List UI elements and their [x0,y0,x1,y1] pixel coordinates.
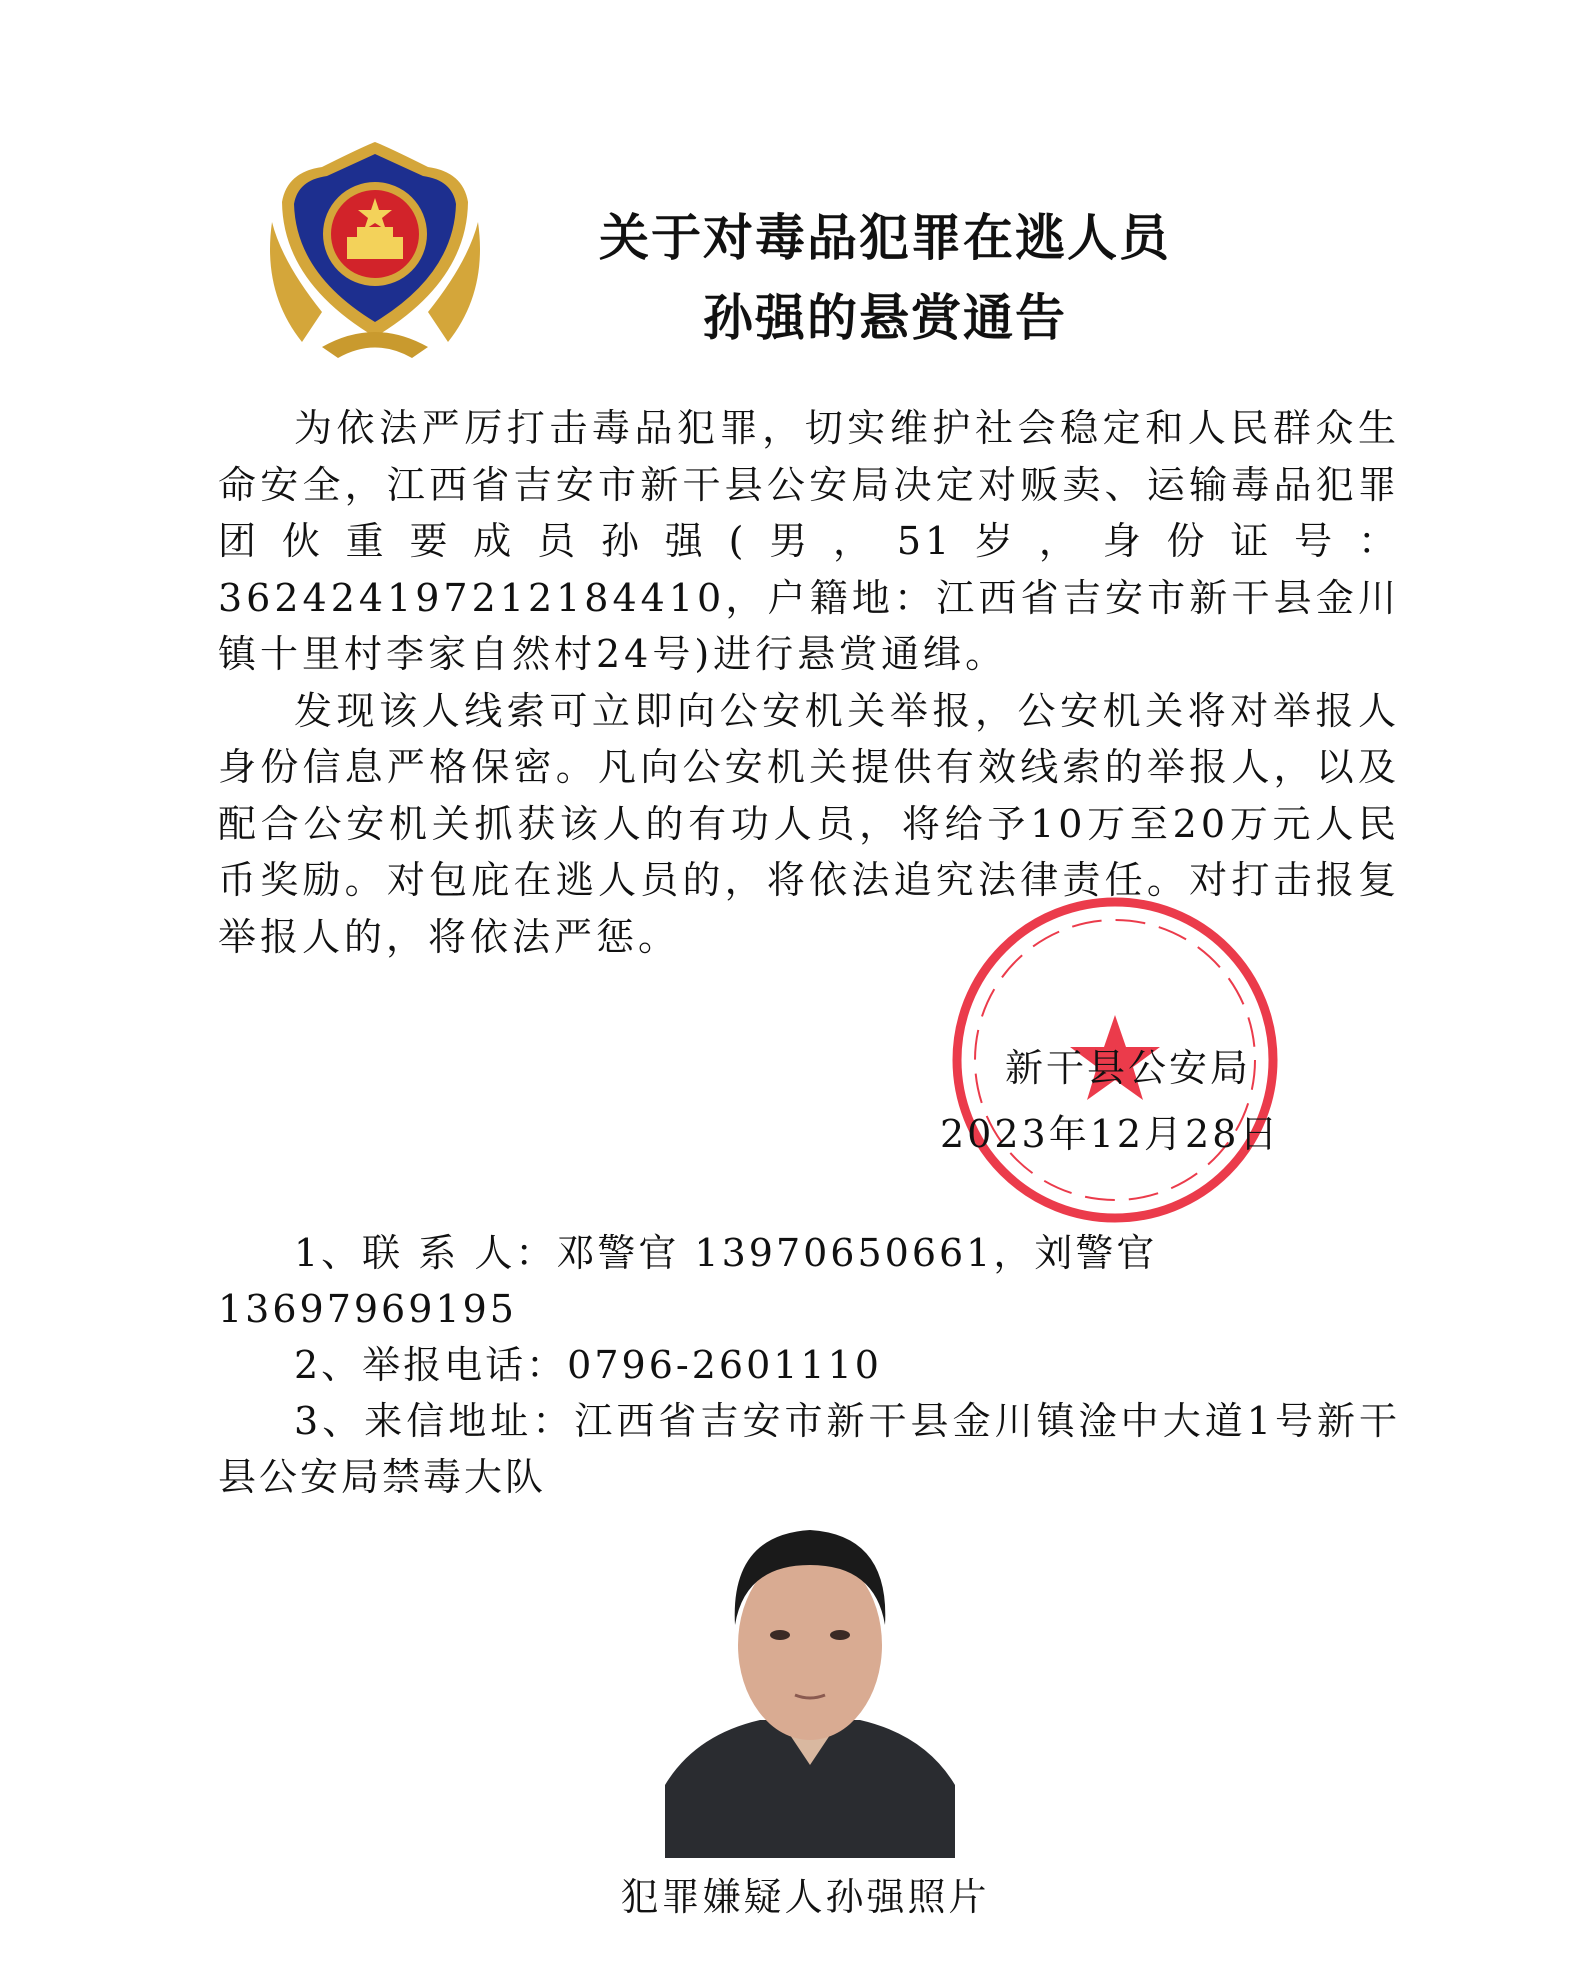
police-emblem-icon [262,142,488,358]
paragraph-text: 发现该人线索可立即向公安机关举报，公安机关将对举报人身份信息严格保密。凡向公安机关提供有效线索的举报人，以及配合公安机关抓获该人的有功人员，将给予10万至20万元人民币奖励。对包庇在逃人员的，将依法追究法律责任。对打击报复举报人的，将依法严惩。 [218,688,1400,959]
signature-date: 2023年12月28日 [940,1112,1281,1156]
paragraph-text: 为依法严厉打击毒品犯罪，切实维护社会稳定和人民群众生命安全，江西省吉安市新干县公安局决定对贩卖、运输毒品犯罪团伙重要成员孙强(男，51岁，身份证号：362424197212184410，户籍地：江西省吉安市新干县金川镇十里村李家自然村24号)进行悬赏通缉。 [218,406,1400,676]
title-line-1: 关于对毒品犯罪在逃人员 [599,208,1171,267]
signature-block [218,1035,1400,1175]
notice-content [218,400,1400,1922]
contact-persons: 1、联 系 人：邓警官 13970650661，刘警官 13697969195 [218,1231,1158,1331]
suspect-photo [665,1505,955,1858]
contact-list [218,1225,1400,1505]
signature-organization: 新干县公安局 [1005,1046,1252,1090]
photo-caption: 犯罪嫌疑人孙强照片 [620,1875,990,1919]
body-paragraph-1 [218,400,1400,683]
title-line-2: 孙强的悬赏通告 [703,288,1067,347]
mailing-address: 3、来信地址：江西省吉安市新干县金川镇淦中大道1号新干县公安局禁毒大队 [218,1399,1400,1499]
report-phone: 2、举报电话：0796-2601110 [294,1343,882,1387]
